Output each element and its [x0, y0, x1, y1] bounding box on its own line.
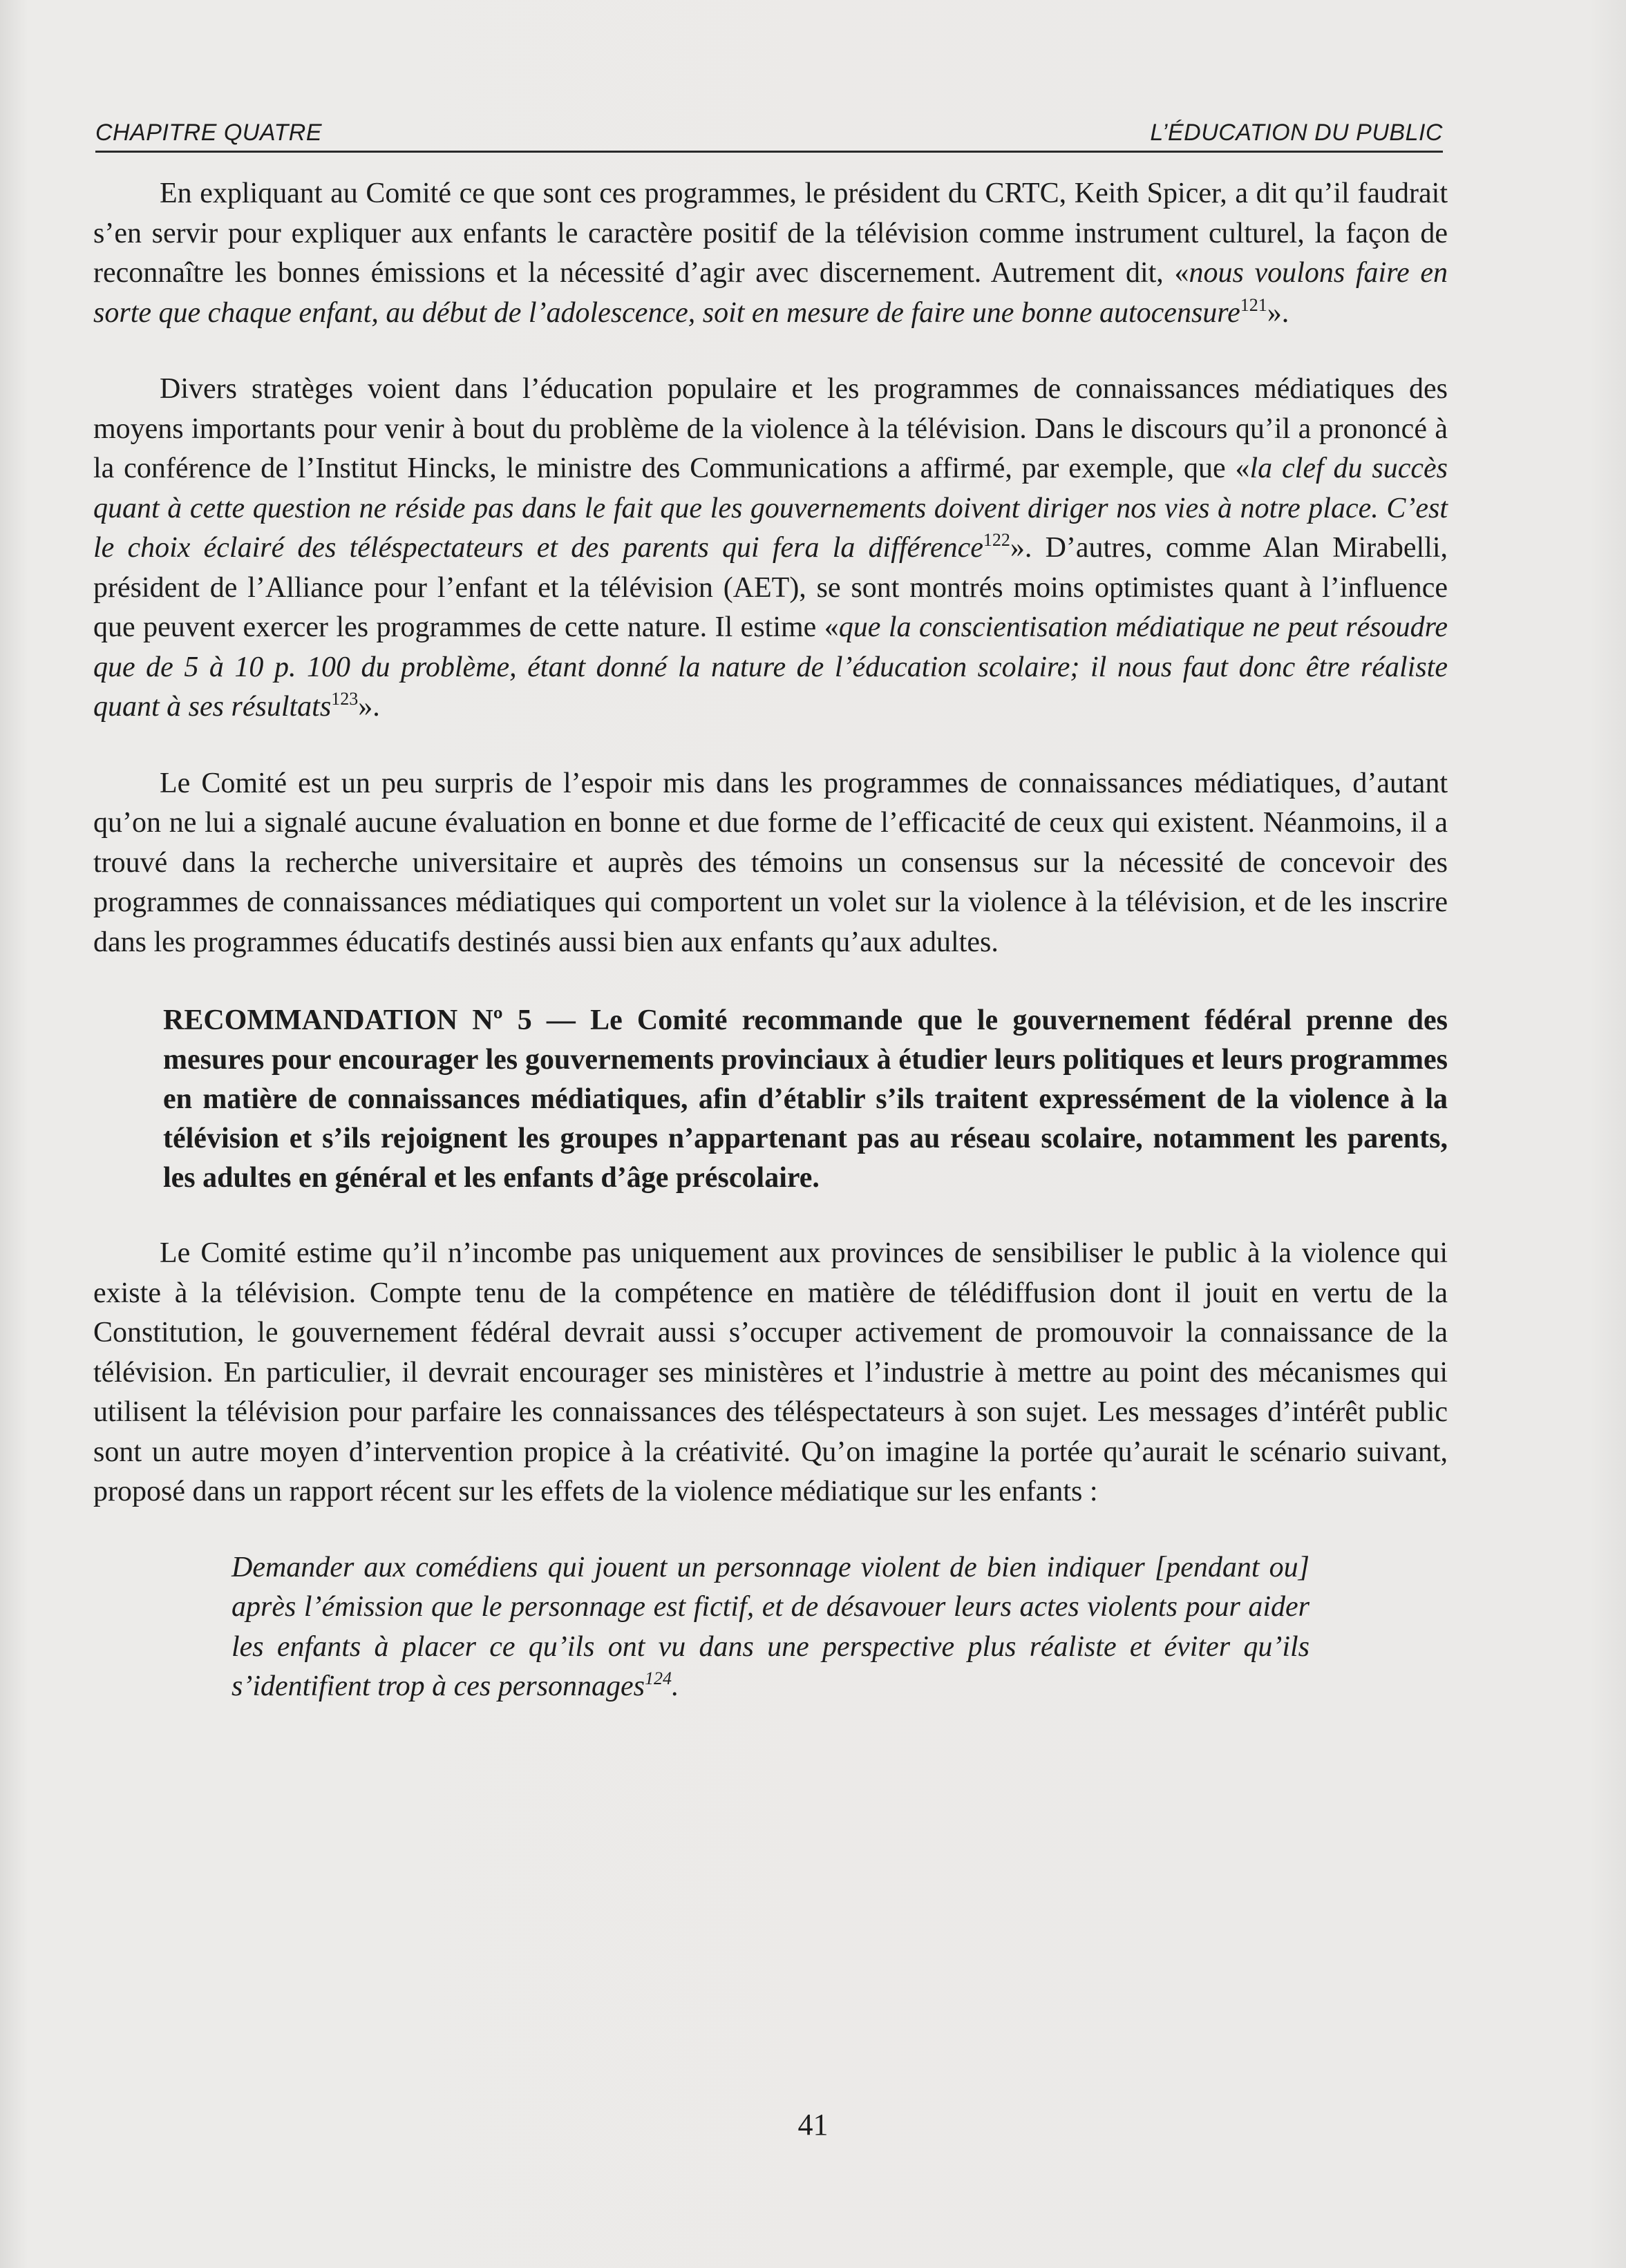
paragraph-2-text-a: Divers stratèges voient dans l’éducation populaire et les programmes de connaissances médiatiques des moyens importants pour venir à bout du problème de la violence à la télévision. Dans le discours qu’il a prononcé à la conférence de l’Institut Hincks, le ministre des Communications a affirmé, par exemple, que « [93, 373, 1448, 484]
minister-quote: la clef du succès quant à cette question ne réside pas dans le fait que les gouvernements doivent diriger nos vies à notre place. C’est le choix éclairé des téléspectateurs et des parents qui fera la différence [93, 452, 1448, 564]
footnote-ref-124: 124 [645, 1668, 672, 1688]
footnote-ref-123: 123 [331, 689, 359, 709]
paragraph-1-end: ». [1267, 296, 1289, 329]
paragraph-4: Le Comité estime qu’il n’incombe pas uniquement aux provinces de sensibiliser le public à la violence qui existe à la télévision. Compte tenu de la compétence en matière de télédiffusion dont il jouit en vertu de la Constitution, le gouvernement fédéral devrait aussi s’occuper activement de promouvoir la connaissance de la télévision. En particulier, il devrait encourager ses ministères et l’industrie à mettre au point des mécanismes qui utilisent la télévision pour parfaire les connaissances des téléspectateurs à son sujet. Les messages d’intérêt public sont un autre moyen d’intervention propice à la créativité. Qu’on imagine la portée qu’aurait le scénario suivant, proposé dans un rapport récent sur les effets de la violence médiatique sur les enfants : [93, 1237, 1448, 1507]
paragraph-3: Le Comité est un peu surpris de l’espoir mis dans les programmes de connaissances médiatiques, d’autant qu’on ne lui a signalé aucune évaluation en bonne et due forme de l’efficacité de ceux qui existent. Néanmoins, il a trouvé dans la recherche universitaire et auprès des témoins un consensus sur la nécessité de concevoir des programmes de connaissances médiatiques qui comportent un volet sur la violence à la télévision, et de les inscrire dans les programmes éducatifs destinés aussi bien aux enfants qu’aux adultes. [93, 767, 1448, 958]
paragraph-1-text: En expliquant au Comité ce que sont ces programmes, le président du CRTC, Keith Spicer, a dit qu’il faudrait s’en servir pour expliquer aux enfants le caractère positif de la télévision comme instrument culturel, la façon de reconnaître les bonnes émissions et la nécessité d’agir avec discernement. Autrement dit, « [93, 178, 1448, 289]
spicer-quote: nous voulons faire en sorte que chaque enfant, au début de l’adolescence, soit en mesure de faire une bonne autocensure [93, 257, 1448, 329]
paragraph-2-end: ». [358, 691, 380, 723]
block-quotation-text: Demander aux comédiens qui jouent un personnage violent de bien indiquer [pendant ou] après l’émission que le personnage est fictif, et de désavouer leurs actes violents pour aider les enfants à placer ce qu’ils ont vu dans une perspective plus réaliste et éviter qu’ils s’identifient trop à ces personnages [231, 1551, 1310, 1702]
chapter-title: CHAPITRE QUATRE [95, 120, 323, 146]
paragraph-2-text-b: ». D’autres, comme Alan Mirabelli, président de l’Alliance pour l’enfant et la télévision (AET), se sont montrés moins optimistes quant à l’influence que peuvent exercer les programmes de cette nature. Il estime « [93, 532, 1448, 643]
paragraph-1 [93, 174, 1448, 333]
footnote-ref-121: 121 [1240, 294, 1267, 315]
section-title: L’ÉDUCATION DU PUBLIC [1150, 120, 1443, 146]
recommendation-5: RECOMMANDATION Nº 5 — Le Comité recommande que le gouvernement fédéral prenne des mesures pour encourager les gouvernements provinciaux à étudier leurs politiques et leurs programmes en matière de connaissances médiatiques, afin d’établir s’ils traitent expressément de la violence à la télévision et s’ils rejoignent les groupes n’appartenant pas au réseau scolaire, notamment les parents, les adultes en général et les enfants d’âge préscolaire. [163, 1004, 1448, 1194]
body-text [93, 174, 1448, 1707]
page-number: 41 [797, 2108, 829, 2142]
block-quotation-end: . [672, 1670, 679, 1702]
paragraph-2 [93, 370, 1448, 727]
mirabelli-quote: que la conscientisation médiatique ne peut résoudre que de 5 à 10 p. 100 du problème, étant donné la nature de l’éducation scolaire; il nous faut donc être réaliste quant à ses résultats [93, 611, 1448, 723]
block-quotation [231, 1548, 1310, 1707]
footnote-ref-122: 122 [983, 530, 1010, 550]
running-header [95, 109, 1443, 153]
